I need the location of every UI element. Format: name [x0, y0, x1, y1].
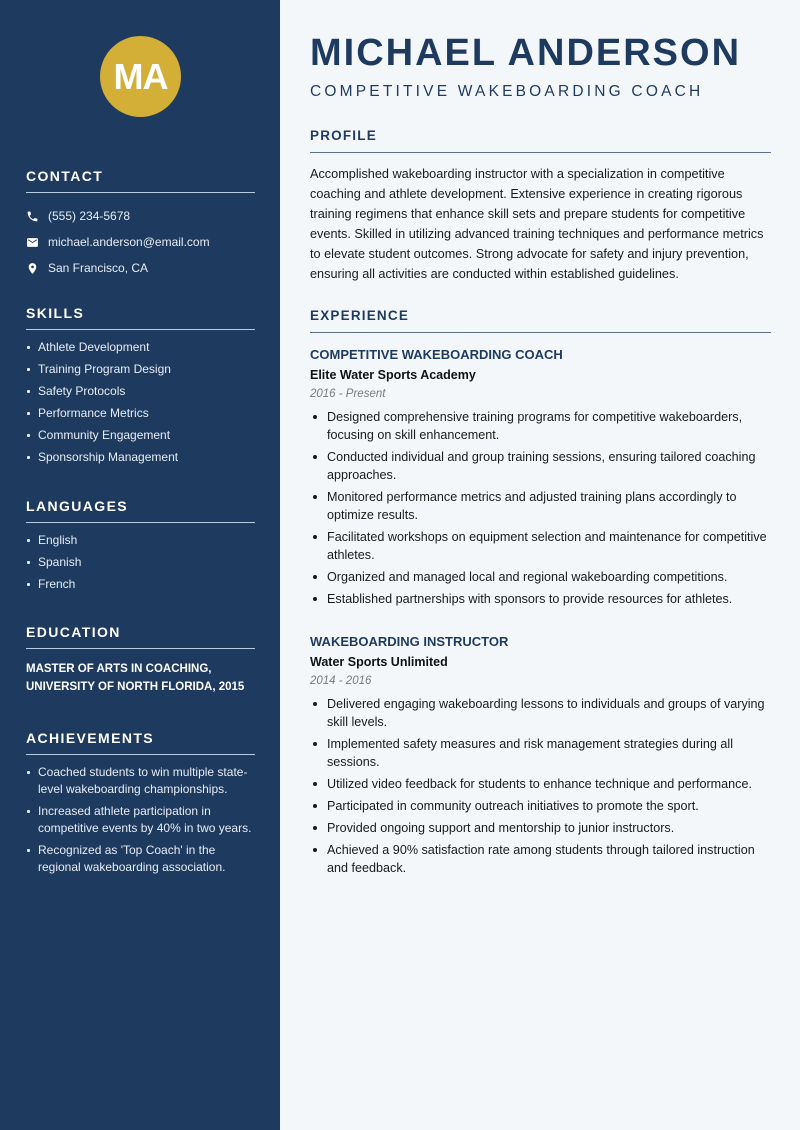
job-dates: 2014 - 2016: [310, 675, 372, 687]
skill-item: Sponsorship Management: [26, 449, 255, 466]
language-item: English: [26, 532, 255, 549]
job-bullet: Achieved a 90% satisfaction rate among students through tailored instruction and feedback.: [310, 841, 771, 877]
job-company: Water Sports Unlimited: [310, 655, 448, 669]
candidate-title: COMPETITIVE WAKEBOARDING COACH: [310, 83, 704, 100]
email-icon: [26, 236, 48, 249]
contact-phone: [26, 203, 255, 229]
job-bullet: Provided ongoing support and mentorship to junior instructors.: [310, 819, 771, 837]
job-role: COMPETITIVE WAKEBOARDING COACH: [310, 347, 563, 362]
languages-heading: LANGUAGES: [26, 498, 255, 523]
location-pin-icon: [26, 262, 48, 275]
job-bullets: [310, 408, 771, 608]
education-degree: MASTER OF ARTS IN COACHING, UNIVERSITY OF NORTH FLORIDA, 2015: [26, 663, 245, 693]
experience-heading: EXPERIENCE: [310, 308, 771, 333]
achievements-heading: ACHIEVEMENTS: [26, 730, 255, 755]
skills-heading: SKILLS: [26, 305, 255, 330]
job-bullet: Established partnerships with sponsors to provide resources for athletes.: [310, 590, 771, 608]
skill-item: Community Engagement: [26, 427, 255, 444]
achievement-item: Recognized as 'Top Coach' in the regional wakeboarding association.: [26, 842, 255, 876]
job-company: Elite Water Sports Academy: [310, 368, 476, 382]
languages-section: [26, 498, 255, 598]
avatar-initials: MA: [113, 55, 168, 97]
achievement-item: Increased athlete participation in competitive events by 40% in two years.: [26, 803, 255, 837]
contact-heading: CONTACT: [26, 168, 255, 193]
profile-summary: Accomplished wakeboarding instructor with a specialization in competitive coaching and athlete development. Extensive experience in creating rigorous training regimens that enhance skill sets and prepare students for competitive events. Skilled in utilizing advanced training techniques and performance metrics to elevate student outcomes. Strong advocate for safety and injury prevention, ensuring all activities are conducted within established guidelines.: [310, 167, 764, 281]
contact-list: [26, 203, 255, 281]
skill-item: Performance Metrics: [26, 405, 255, 422]
location-text: San Francisco, CA: [48, 261, 149, 275]
profile-section: [310, 128, 771, 284]
job-bullets: [310, 695, 771, 877]
phone-icon: [26, 210, 48, 223]
job-role: WAKEBOARDING INSTRUCTOR: [310, 634, 509, 649]
achievements-section: [26, 730, 255, 881]
languages-list: [26, 532, 255, 593]
skill-item: Training Program Design: [26, 361, 255, 378]
job-bullet: Implemented safety measures and risk management strategies during all sessions.: [310, 735, 771, 771]
contact-location: [26, 255, 255, 281]
job-bullet: Monitored performance metrics and adjusted training plans accordingly to optimize results.: [310, 488, 771, 524]
education-section: [26, 624, 255, 696]
job-entry: [310, 634, 771, 881]
language-item: Spanish: [26, 554, 255, 571]
education-heading: EDUCATION: [26, 624, 255, 649]
phone-text[interactable]: (555) 234-5678: [48, 209, 131, 223]
email-text[interactable]: michael.anderson@email.com: [48, 235, 210, 249]
skills-list: [26, 339, 255, 466]
language-item: French: [26, 576, 255, 593]
achievement-item: Coached students to win multiple state-level wakeboarding championships.: [26, 764, 255, 798]
job-bullet: Participated in community outreach initiatives to promote the sport.: [310, 797, 771, 815]
candidate-name: MICHAEL ANDERSON: [310, 32, 742, 74]
contact-section: [26, 168, 255, 281]
contact-email: [26, 229, 255, 255]
sidebar: [0, 0, 280, 1130]
achievements-list: [26, 764, 255, 876]
job-bullet: Delivered engaging wakeboarding lessons to individuals and groups of varying skill levels.: [310, 695, 771, 731]
job-dates: 2016 - Present: [310, 388, 386, 400]
job-bullet: Designed comprehensive training programs for competitive wakeboarders, focusing on skill enhancement.: [310, 408, 771, 444]
job-bullet: Facilitated workshops on equipment selection and maintenance for competitive athletes.: [310, 528, 771, 564]
profile-heading: PROFILE: [310, 128, 771, 153]
experience-section: [310, 308, 771, 333]
job-bullet: Utilized video feedback for students to enhance technique and performance.: [310, 775, 771, 793]
skill-item: Safety Protocols: [26, 383, 255, 400]
job-bullet: Conducted individual and group training sessions, ensuring tailored coaching approaches.: [310, 448, 771, 484]
avatar: [100, 36, 181, 117]
job-bullet: Organized and managed local and regional wakeboarding competitions.: [310, 568, 771, 586]
skills-section: [26, 305, 255, 471]
job-entry: [310, 347, 771, 612]
skill-item: Athlete Development: [26, 339, 255, 356]
